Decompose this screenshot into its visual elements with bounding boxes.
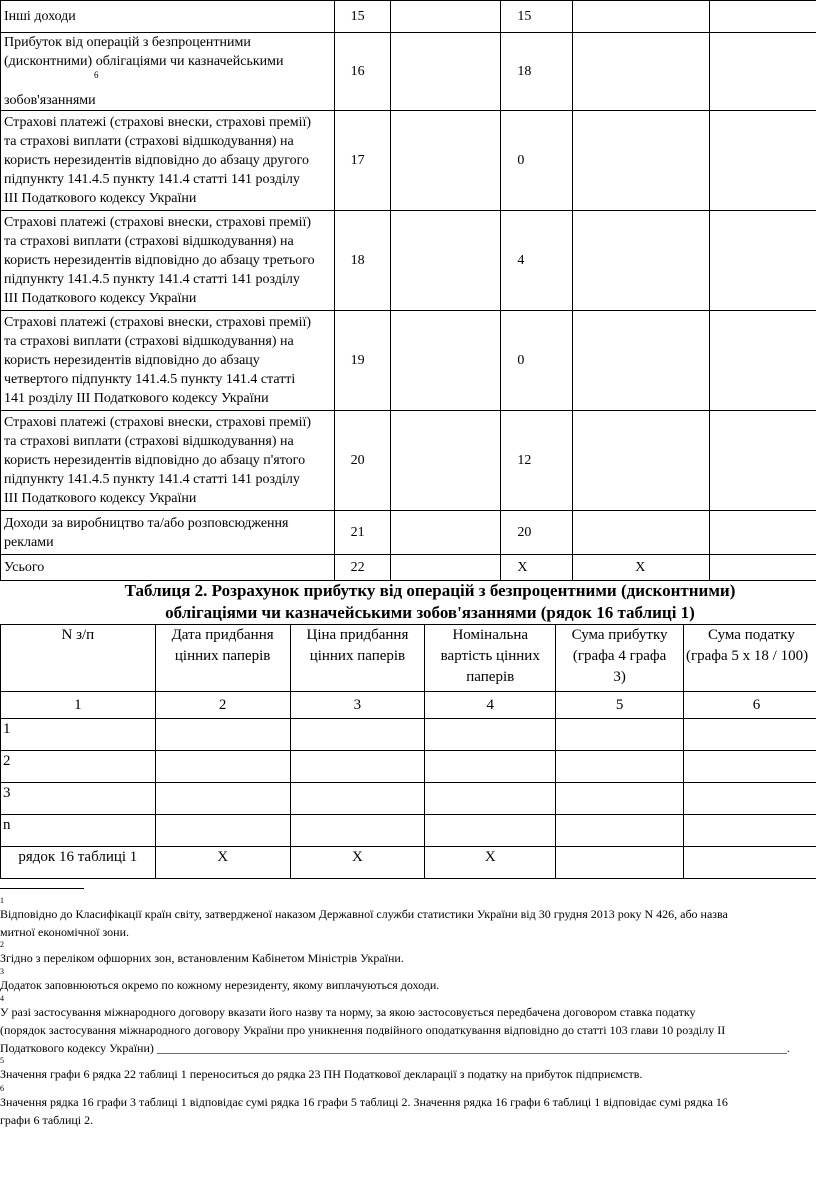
table-row-summary	[1, 847, 816, 879]
empty-cell	[155, 719, 290, 751]
empty-cell	[425, 783, 556, 815]
empty-cell	[710, 311, 816, 411]
empty-cell	[290, 815, 425, 847]
row-code: 21	[334, 511, 390, 555]
empty-cell	[425, 815, 556, 847]
row-label: Доходи за виробництво та/або розповсюдження реклами	[1, 511, 335, 555]
row-value: 15	[501, 1, 573, 33]
col-number: 1	[1, 692, 156, 719]
empty-cell	[683, 783, 816, 815]
footnote-mark: 6	[94, 70, 99, 80]
empty-cell	[556, 847, 684, 879]
header-cell: Номінальна вартість цінних паперів	[425, 625, 556, 692]
table-row-total	[1, 555, 816, 581]
row-label: Страхові платежі (страхові внески, страхові премії) та страхові виплати (страхові відшкодування) на користь нерезидентів відповідно до абзацу другого підпункту 141.4.5 пункту 141.4 статті 141 розділу III Податкового кодексу України	[1, 111, 335, 211]
row-code: 20	[334, 411, 390, 511]
empty-cell	[683, 847, 816, 879]
empty-cell	[683, 815, 816, 847]
table-row	[1, 33, 816, 111]
table-row	[1, 783, 816, 815]
row-code: 15	[334, 1, 390, 33]
row-extra: X	[573, 555, 710, 581]
row-value: 20	[501, 511, 573, 555]
row-value: 0	[501, 311, 573, 411]
income-table	[0, 0, 816, 581]
row-label: Страхові платежі (страхові внески, страхові премії) та страхові виплати (страхові відшкодування) на користь нерезидентів відповідно до абзацу четвертого підпункту 141.4.5 пункту 141.4 статті 141 розділу III Податкового кодексу України	[1, 311, 335, 411]
empty-cell	[290, 719, 425, 751]
row-number: 2	[1, 751, 156, 783]
row-number: 1	[1, 719, 156, 751]
row-number: n	[1, 815, 156, 847]
row-value: 0	[501, 111, 573, 211]
empty-cell	[390, 411, 501, 511]
row-cell: X	[155, 847, 290, 879]
row-value: 12	[501, 411, 573, 511]
column-number-row	[1, 692, 816, 719]
table-row	[1, 411, 816, 511]
empty-cell	[290, 783, 425, 815]
row-cell: X	[290, 847, 425, 879]
header-cell: Ціна придбання цінних паперів	[290, 625, 425, 692]
empty-cell	[390, 555, 501, 581]
table-row	[1, 511, 816, 555]
empty-cell	[390, 511, 501, 555]
footnote-1: 1 Відповідно до Класифікації країн світу, затвердженої наказом Державної служби статистики України від 30 грудня 2013 року N 426, або назва митної економічної зони.	[0, 896, 728, 939]
row-code: 22	[334, 555, 390, 581]
row-label: Інші доходи	[1, 1, 335, 33]
empty-cell	[155, 751, 290, 783]
col-number: 2	[155, 692, 290, 719]
empty-cell	[573, 411, 710, 511]
empty-cell	[556, 783, 684, 815]
table2-title: Таблиця 2. Розрахунок прибутку від операцій з безпроцентними (дисконтними) облігаціями чи казначейськими зобов'язаннями (рядок 16 таблиці 1)	[124, 581, 736, 622]
footnote-2: 2 Згідно з переліком офшорних зон, встановленим Кабінетом Міністрів України.	[0, 940, 404, 965]
empty-cell	[710, 111, 816, 211]
empty-cell	[390, 311, 501, 411]
empty-cell	[425, 719, 556, 751]
empty-cell	[155, 815, 290, 847]
col-number: 5	[556, 692, 684, 719]
empty-cell	[556, 719, 684, 751]
footnote-6: 6 Значення рядка 16 графи 3 таблиці 1 відповідає сумі рядка 16 графи 5 таблиці 2. Значення рядка 16 графи 6 таблиці 1 відповідає сумі рядка 16 графи 6 таблиці 2.	[0, 1084, 728, 1127]
empty-cell	[710, 511, 816, 555]
row-code: 17	[334, 111, 390, 211]
empty-cell	[710, 211, 816, 311]
empty-cell	[556, 751, 684, 783]
header-cell: Сума податку (графа 5 х 18 / 100)	[683, 625, 816, 692]
empty-cell	[390, 1, 501, 33]
table-row	[1, 211, 816, 311]
row-value: 18	[501, 33, 573, 111]
empty-cell	[390, 33, 501, 111]
empty-cell	[573, 33, 710, 111]
empty-cell	[425, 751, 556, 783]
empty-cell	[290, 751, 425, 783]
empty-cell	[573, 111, 710, 211]
col-number: 4	[425, 692, 556, 719]
table-row	[1, 815, 816, 847]
header-cell: N з/п	[1, 625, 156, 692]
table-row	[1, 111, 816, 211]
row-code: 19	[334, 311, 390, 411]
empty-cell	[573, 1, 710, 33]
row-cell: X	[425, 847, 556, 879]
empty-cell	[710, 411, 816, 511]
row-number: рядок 16 таблиці 1	[1, 847, 156, 879]
row-label: Страхові платежі (страхові внески, страхові премії) та страхові виплати (страхові відшкодування) на користь нерезидентів відповідно до абзацу третього підпункту 141.4.5 пункту 141.4 статті 141 розділу III Податкового кодексу України	[1, 211, 335, 311]
table-row	[1, 719, 816, 751]
footnote-separator	[0, 888, 84, 889]
row-value: 4	[501, 211, 573, 311]
row-code: 18	[334, 211, 390, 311]
row-label: Прибуток від операцій з безпроцентними (дисконтними) облігаціями чи казначейськими 6 зобов'язаннями	[1, 33, 335, 111]
empty-cell	[390, 211, 501, 311]
header-cell: Дата придбання цінних паперів	[155, 625, 290, 692]
table-row	[1, 751, 816, 783]
empty-cell	[710, 33, 816, 111]
footnote-4: 4 У разі застосування міжнародного договору вказати його назву та норму, за якою застосовується передбачена договором ставка податку (порядок застосування міжнародного договору України про уникнення подвійного оподаткування відповідно до статті 103 глави 10 розділу II Податкового кодексу України) _________________________________________________________________________________________________________.	[0, 994, 790, 1055]
footnote-3: 3 Додаток заповнюються окремо по кожному нерезиденту, якому виплачуються доходи.	[0, 967, 440, 992]
header-cell: Сума прибутку (графа 4 графа 3)	[556, 625, 684, 692]
profit-calculation-table	[0, 624, 816, 879]
empty-cell	[683, 719, 816, 751]
empty-cell	[573, 511, 710, 555]
empty-cell	[556, 815, 684, 847]
row-label: Усього	[1, 555, 335, 581]
footnote-5: 5 Значення графи 6 рядка 22 таблиці 1 переноситься до рядка 23 ПН Податкової декларації з податку на прибуток підприємств.	[0, 1056, 643, 1081]
row-label: Страхові платежі (страхові внески, страхові премії) та страхові виплати (страхові відшкодування) на користь нерезидентів відповідно до абзацу п'ятого підпункту 141.4.5 пункту 141.4 статті 141 розділу III Податкового кодексу України	[1, 411, 335, 511]
empty-cell	[710, 555, 816, 581]
empty-cell	[683, 751, 816, 783]
empty-cell	[573, 311, 710, 411]
empty-cell	[155, 783, 290, 815]
col-number: 6	[683, 692, 816, 719]
table-row	[1, 311, 816, 411]
empty-cell	[710, 1, 816, 33]
table-row	[1, 1, 816, 33]
row-code: 16	[334, 33, 390, 111]
empty-cell	[390, 111, 501, 211]
header-row	[1, 625, 816, 692]
row-value: X	[501, 555, 573, 581]
empty-cell	[573, 211, 710, 311]
row-number: 3	[1, 783, 156, 815]
col-number: 3	[290, 692, 425, 719]
